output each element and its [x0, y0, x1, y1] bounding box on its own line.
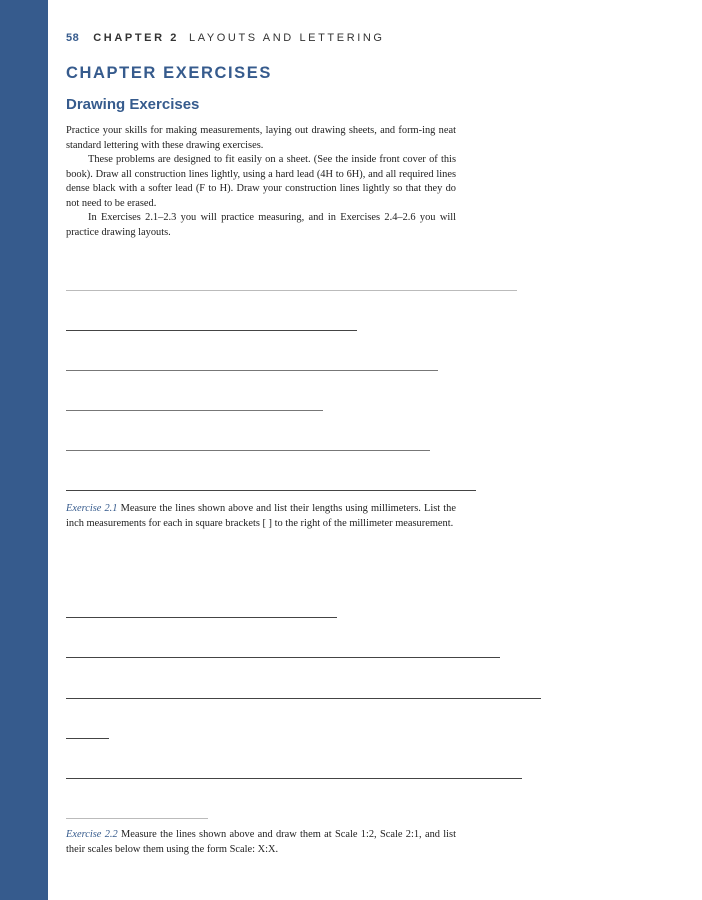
exercise-2-2-label: Exercise 2.2 — [66, 829, 118, 840]
subsection-heading: Drawing Exercises — [66, 96, 200, 113]
exercise-2-2-text: Measure the lines shown above and draw them at Scale 1:2, Scale 2:1, and list their scales below them using the form Scale: X:X. — [66, 829, 456, 855]
measure-line-2 — [66, 330, 357, 331]
scale-line-5 — [66, 778, 522, 779]
intro-paragraph-3: In Exercises 2.1–2.3 you will practice measuring, and in Exercises 2.4–2.6 you will practice drawing layouts. — [66, 212, 456, 238]
scale-line-4 — [66, 738, 109, 739]
chapter-label: CHAPTER 2 — [93, 32, 179, 44]
intro-paragraph-1: Practice your skills for making measurements, laying out drawing sheets, and form-ing neat standard lettering with these drawing exercises. — [66, 125, 456, 151]
measure-line-5 — [66, 450, 430, 451]
exercise-2-1 — [66, 502, 456, 531]
page-side-band — [0, 0, 48, 900]
exercise-2-2 — [66, 828, 456, 857]
measure-line-1 — [66, 290, 517, 291]
measure-line-4 — [66, 410, 323, 411]
scale-line-2 — [66, 657, 500, 658]
exercise-2-1-label: Exercise 2.1 — [66, 503, 118, 514]
scale-line-1 — [66, 617, 337, 618]
measure-line-6 — [66, 490, 476, 491]
page-number: 58 — [66, 32, 80, 44]
intro-text — [66, 124, 456, 240]
scale-line-3 — [66, 698, 541, 699]
chapter-title: LAYOUTS AND LETTERING — [189, 32, 385, 44]
exercise-2-1-text: Measure the lines shown above and list their lengths using millimeters. List the inch measurements for each in square brackets [ ] to the right of the millimeter measurement. — [66, 503, 456, 529]
scale-line-6 — [66, 818, 208, 819]
section-heading: CHAPTER EXERCISES — [66, 64, 272, 82]
measure-line-3 — [66, 370, 438, 371]
running-header — [66, 32, 385, 44]
intro-paragraph-2: These problems are designed to fit easily on a sheet. (See the inside front cover of this book). Draw all construction lines lightly, using a hard lead (4H to 6H), and all required lines dense black with a softer lead (F to H). Draw your construction lines lightly so that they do not need to be erased. — [66, 154, 456, 209]
